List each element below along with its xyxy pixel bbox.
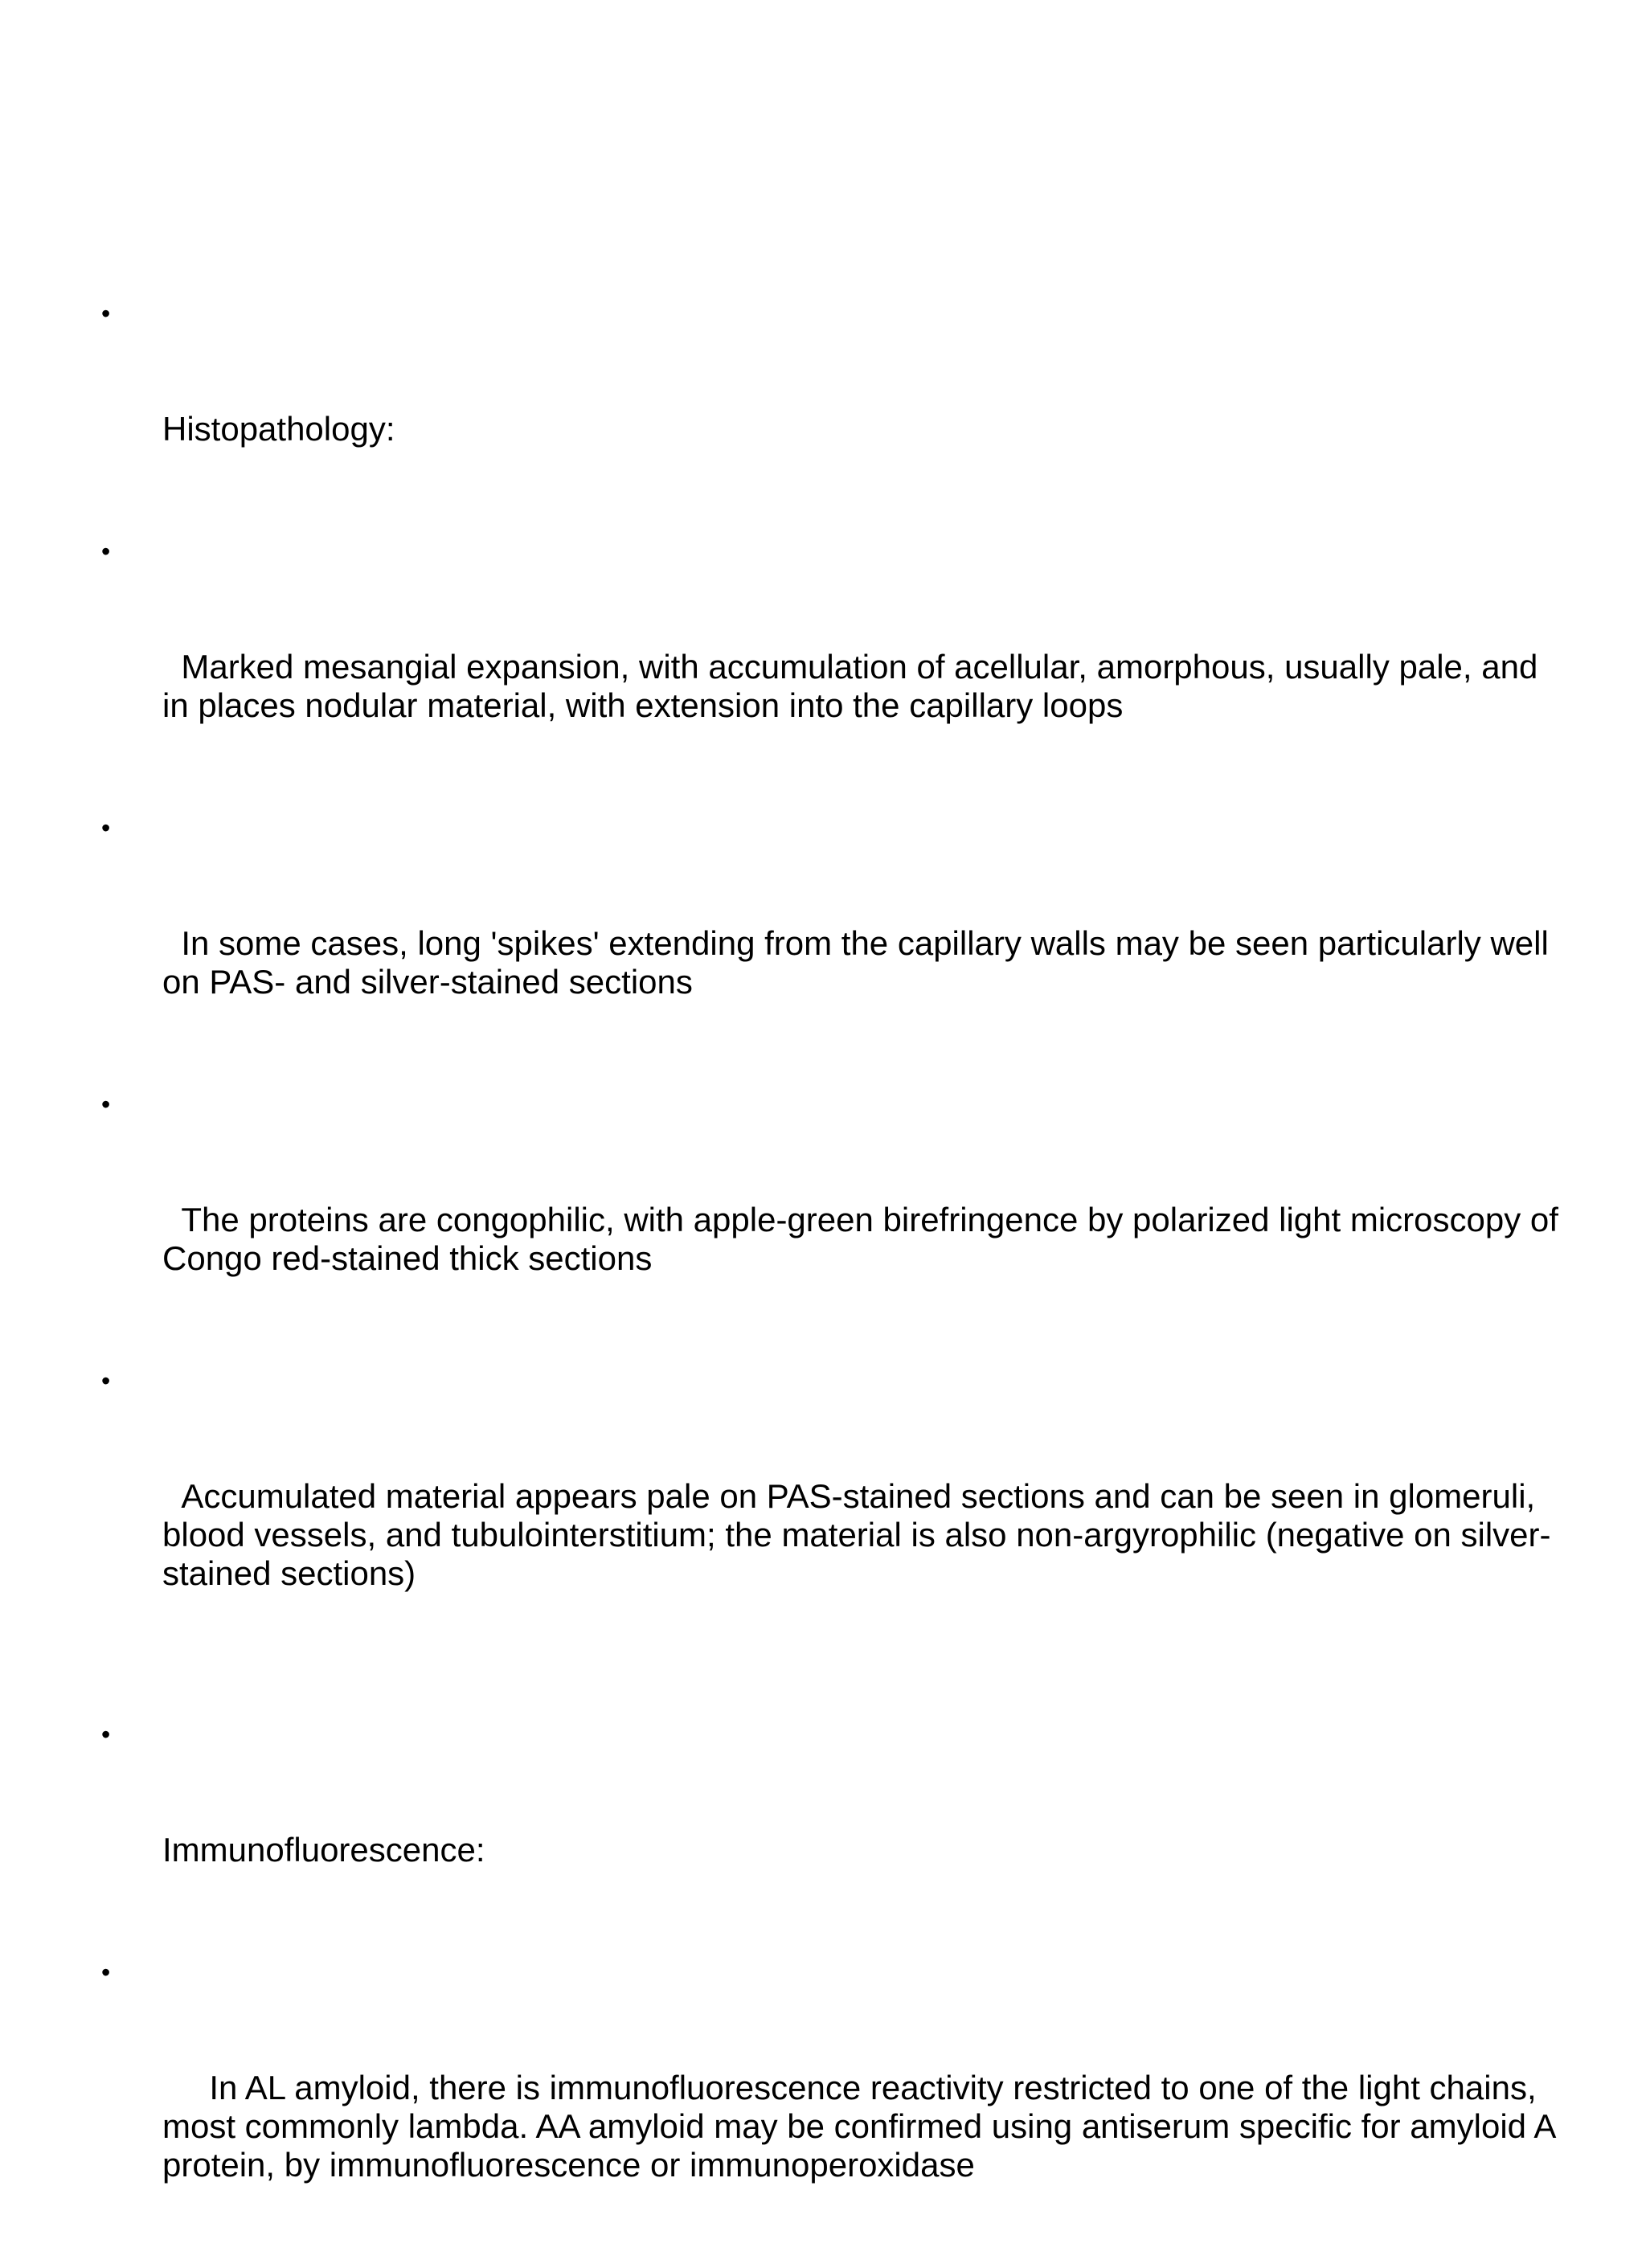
bullet-icon: •	[101, 1958, 111, 1987]
bullet-icon: •	[101, 1720, 111, 1749]
bullet-icon: •	[101, 299, 111, 328]
bullet-icon: •	[101, 1366, 111, 1395]
section-spacer	[96, 1676, 1567, 1715]
bullet-icon: •	[101, 537, 111, 566]
bullet-icon: •	[101, 813, 111, 842]
section-heading: Immunofluorescence:	[162, 1831, 485, 1869]
bullet-list-immunofluorescence	[96, 1715, 1567, 2262]
bullet-text: Accumulated material appears pale on PAS-stained sections and can be seen in glomeruli, blood vessels, and tubulointerstitium; the material is also non-argyrophilic (negative on silver-stained sections)	[162, 1477, 1551, 1592]
bullet-text: In some cases, long 'spikes' extending from the capillary walls may be seen particularly well on PAS- and silver-stained sections	[162, 924, 1558, 1001]
bullet-text: Marked mesangial expansion, with accumulation of acellular, amorphous, usually pale, and in places nodular material, with extension into the capillary loops	[162, 648, 1547, 724]
bullet-item	[96, 809, 1567, 1079]
bullet-icon: •	[101, 1090, 111, 1119]
bullet-text: The proteins are congophilic, with apple-green birefringence by polarized light microscopy of Congo red-stained thick sections	[162, 1201, 1568, 1277]
bullet-text: In AL amyloid, there is immunofluorescence reactivity restricted to one of the light chains, most commonly lambda. AA amyloid may be confirmed using antiserum specific for amyloid A protein, by immunofluorescence or immunoperoxidase	[162, 2069, 1564, 2184]
bullet-list-histopathology	[96, 294, 1567, 1670]
section-heading: Histopathology:	[162, 410, 395, 448]
slide-body	[96, 294, 1567, 2268]
bullet-item	[96, 1361, 1567, 1670]
bullet-heading-histopathology	[96, 294, 1567, 526]
bullet-item	[96, 532, 1567, 802]
bullet-item	[96, 1953, 1567, 2262]
bullet-item	[96, 1085, 1567, 1355]
bullet-heading-immunofluorescence	[96, 1715, 1567, 1947]
